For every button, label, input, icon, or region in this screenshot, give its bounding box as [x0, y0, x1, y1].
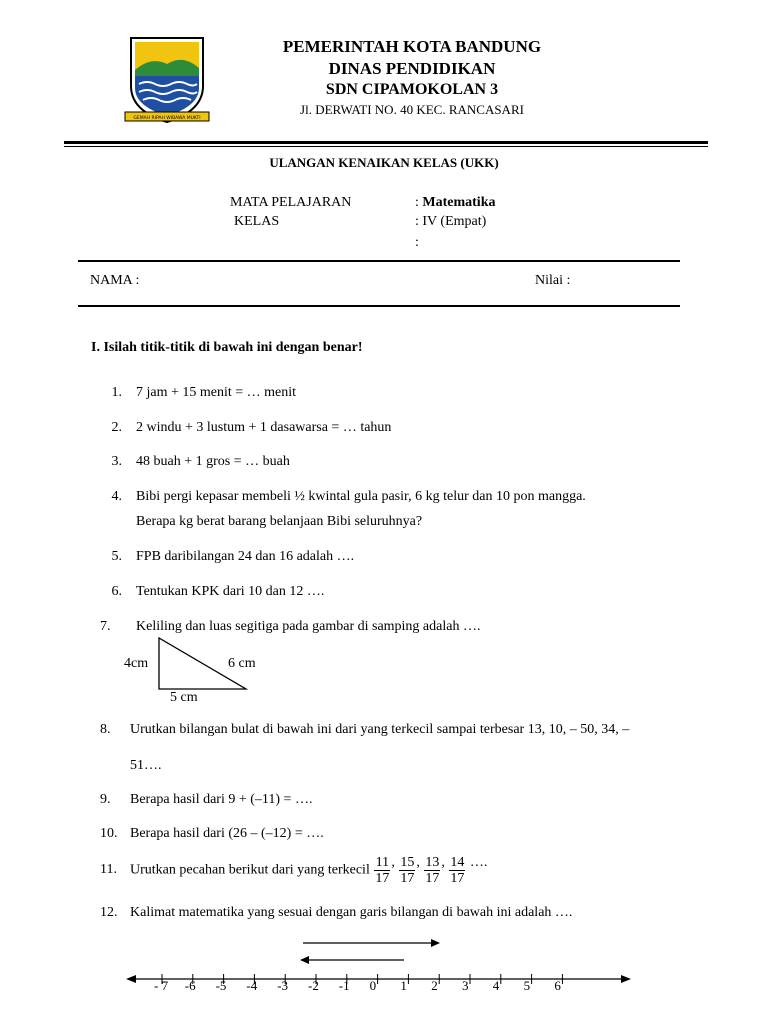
- number-line-label: 3: [462, 978, 469, 993]
- header-rule-thick: [64, 141, 708, 144]
- question-1: 7 jam + 15 menit = … menit: [136, 385, 297, 400]
- question-number: 7.: [100, 619, 111, 634]
- question-5: FPB daribilangan 24 dan 16 adalah ….: [136, 549, 355, 564]
- class-label: KELAS: [234, 214, 280, 229]
- number-line-label: -3: [277, 978, 289, 993]
- name-top-rule: [78, 260, 680, 262]
- name-field-label: NAMA :: [90, 273, 140, 288]
- subject-value: : Matematika: [415, 195, 496, 210]
- question-number: 6.: [111, 584, 122, 599]
- number-line-label: -5: [215, 978, 227, 993]
- question-9: Berapa hasil dari 9 + (–11) = ….: [130, 792, 313, 807]
- question-3: 48 buah + 1 gros = … buah: [136, 454, 290, 469]
- question-number: 8.: [100, 722, 111, 737]
- question-number: 2.: [111, 420, 122, 435]
- subject-label: MATA PELAJARAN: [230, 195, 352, 210]
- logo-motto: GEMAH RIPAH WIBAWA MUKTI: [133, 116, 201, 121]
- blank-value: :: [415, 235, 419, 250]
- header-address: Jl. DERWATI NO. 40 KEC. RANCASARI: [300, 102, 524, 117]
- question-number: 9.: [100, 792, 111, 807]
- question-number: 5.: [111, 549, 122, 564]
- question-12: Kalimat matematika yang sesuai dengan garis bilangan di bawah ini adalah ….: [130, 905, 573, 920]
- triangle-side-hypotenuse: 6 cm: [228, 656, 256, 671]
- question-10: Berapa hasil dari (26 – (–12) = ….: [130, 826, 324, 841]
- question-number: 1.: [111, 385, 122, 400]
- number-line-label: - 7: [154, 978, 169, 993]
- fraction: $\frac{11}{17}$: [375, 855, 390, 886]
- number-line-label: 4: [492, 978, 500, 993]
- question-4-line2: Berapa kg berat barang belanjaan Bibi seluruhnya?: [136, 514, 423, 529]
- question-8-line2: 51….: [130, 758, 162, 773]
- exam-title: ULANGAN KENAIKAN KELAS (UKK): [269, 155, 499, 170]
- question-11-text: Urutkan pecahan berikut dari yang terkecil: [130, 862, 370, 878]
- number-line-label: -4: [246, 978, 258, 993]
- name-bottom-rule: [78, 305, 680, 307]
- triangle-side-bottom: 5 cm: [170, 690, 198, 705]
- number-line-label: -2: [308, 978, 319, 993]
- question-7: Keliling dan luas segitiga pada gambar di samping adalah ….: [136, 619, 481, 634]
- question-11: Urutkan pecahan berikut dari yang terkecil $\frac{11}{17}$ , $\frac{15}{17}$ , $\frac{13}{17}$ , $\frac{14}{17}$ ….: [130, 855, 488, 886]
- question-number: 10.: [100, 826, 118, 841]
- number-line-label: 2: [431, 978, 438, 993]
- question-4: Bibi pergi kepasar membeli ½ kwintal gula pasir, 6 kg telur dan 10 pon mangga.: [136, 489, 586, 504]
- question-number: 3.: [111, 454, 122, 469]
- header-department: DINAS PENDIDIKAN: [328, 59, 496, 78]
- question-2: 2 windu + 3 lustum + 1 dasawarsa = … tahun: [136, 420, 392, 435]
- city-logo: [121, 36, 213, 128]
- question-8: Urutkan bilangan bulat di bawah ini dari yang terkecil sampai terbesar 13, 10, – 50, 34, –: [130, 722, 630, 737]
- question-number: 12.: [100, 905, 118, 920]
- question-11-tail: ….: [469, 855, 488, 870]
- number-line-label: 5: [523, 978, 531, 993]
- fraction: $\frac{13}{17}$: [425, 855, 440, 886]
- class-value: : IV (Empat): [415, 214, 487, 229]
- number-line-label: 6: [554, 978, 561, 993]
- score-field-label: Nilai :: [535, 273, 571, 288]
- number-line-label: -1: [338, 978, 350, 993]
- fraction: $\frac{15}{17}$: [400, 855, 415, 886]
- number-line-label: -6: [184, 978, 196, 993]
- triangle-side-left: 4cm: [124, 656, 149, 671]
- section-title: I. Isilah titik-titik di bawah ini dengan benar!: [91, 340, 363, 355]
- header-school: SDN CIPAMOKOLAN 3: [325, 81, 499, 98]
- header-rule-thin: [64, 146, 708, 147]
- fraction: $\frac{14}{17}$: [450, 855, 465, 886]
- header-government: PEMERINTAH KOTA BANDUNG: [282, 37, 542, 56]
- number-line: [0, 930, 768, 990]
- question-6: Tentukan KPK dari 10 dan 12 ….: [136, 584, 325, 599]
- question-number: 11.: [100, 862, 117, 877]
- question-number: 4.: [111, 489, 122, 504]
- number-line-label: 0: [369, 978, 377, 993]
- number-line-label: 1: [400, 978, 407, 993]
